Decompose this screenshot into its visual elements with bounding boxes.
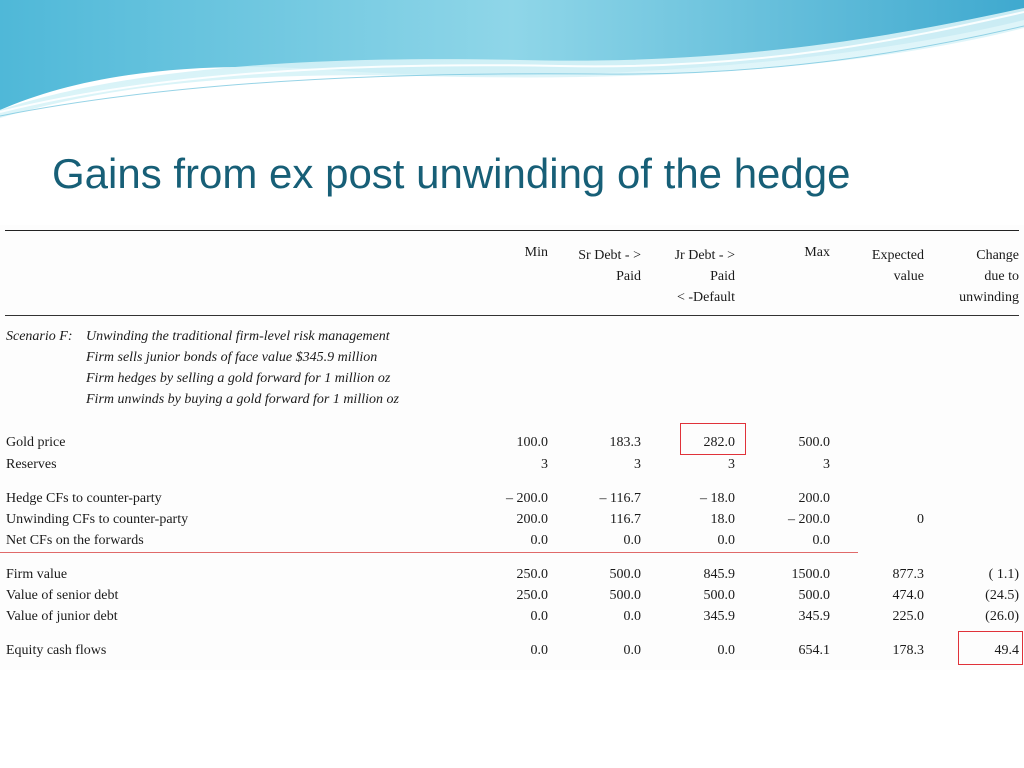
col-header-jr-line: Paid bbox=[710, 269, 735, 284]
cell-jr: 282.0 bbox=[703, 435, 735, 450]
cell-sr: 0.0 bbox=[623, 609, 641, 624]
cell-jr: – 18.0 bbox=[700, 491, 735, 506]
scenario-line: Firm hedges by selling a gold forward for 1 million oz bbox=[86, 371, 391, 386]
col-header-expected-line: value bbox=[893, 269, 924, 284]
col-header-expected bbox=[872, 245, 924, 287]
cell-min: 3 bbox=[541, 457, 548, 472]
row-label: Firm value bbox=[6, 567, 68, 582]
scenario-line: Unwinding the traditional firm-level risk management bbox=[86, 329, 390, 344]
col-header-sr-line: Sr Debt - > bbox=[578, 248, 641, 263]
row-label: Equity cash flows bbox=[6, 643, 107, 658]
cell-max: 200.0 bbox=[798, 491, 830, 506]
col-header-jr-debt bbox=[675, 245, 735, 308]
cell-max: – 200.0 bbox=[788, 512, 830, 527]
col-header-max-line: Max bbox=[804, 245, 830, 260]
cell-sr: 0.0 bbox=[623, 533, 641, 548]
cell-jr: 345.9 bbox=[703, 609, 735, 624]
cell-max: 3 bbox=[823, 457, 830, 472]
slide-title: Gains from ex post unwinding of the hedge bbox=[52, 150, 851, 197]
cell-sr: – 116.7 bbox=[599, 491, 641, 506]
cell-sr: 183.3 bbox=[609, 435, 641, 450]
cell-sr: 500.0 bbox=[609, 588, 641, 603]
table-top-rule bbox=[5, 230, 1019, 231]
cell-jr: 0.0 bbox=[717, 533, 735, 548]
cell-max: 1500.0 bbox=[791, 567, 830, 582]
col-header-change bbox=[959, 245, 1019, 308]
cell-max: 500.0 bbox=[798, 588, 830, 603]
cell-change: 49.4 bbox=[994, 643, 1019, 658]
scenario-line: Firm unwinds by buying a gold forward for 1 million oz bbox=[86, 392, 399, 407]
col-header-change-line: unwinding bbox=[959, 290, 1019, 305]
cell-min: 100.0 bbox=[516, 435, 548, 450]
cell-expected: 178.3 bbox=[892, 643, 924, 658]
cell-min: 200.0 bbox=[516, 512, 548, 527]
col-header-change-line: due to bbox=[984, 269, 1019, 284]
cell-jr: 3 bbox=[728, 457, 735, 472]
row-label: Value of senior debt bbox=[6, 588, 119, 603]
cell-change: (24.5) bbox=[985, 588, 1019, 603]
cell-min: – 200.0 bbox=[506, 491, 548, 506]
scenario-line: Firm sells junior bonds of face value $345.9 million bbox=[86, 350, 378, 365]
col-header-jr-line: < -Default bbox=[676, 290, 735, 305]
cell-jr: 845.9 bbox=[703, 567, 735, 582]
scenario-label: Scenario F: bbox=[6, 329, 73, 344]
cell-jr: 18.0 bbox=[710, 512, 735, 527]
cell-change: (26.0) bbox=[985, 609, 1019, 624]
highlight-box-equity-change bbox=[958, 631, 1023, 665]
cell-jr: 0.0 bbox=[717, 643, 735, 658]
cell-change: ( 1.1) bbox=[988, 567, 1019, 582]
cell-max: 654.1 bbox=[798, 643, 830, 658]
cell-max: 345.9 bbox=[798, 609, 830, 624]
col-header-jr-line: Jr Debt - > bbox=[674, 248, 735, 263]
col-header-expected-line: Expected bbox=[871, 248, 924, 263]
col-header-min-line: Min bbox=[524, 245, 548, 260]
cell-expected: 474.0 bbox=[892, 588, 924, 603]
results-table bbox=[0, 225, 1024, 670]
row-label: Gold price bbox=[6, 435, 66, 450]
header-wave-decoration bbox=[0, 0, 1024, 120]
row-label: Unwinding CFs to counter-party bbox=[6, 512, 189, 527]
cell-sr: 500.0 bbox=[609, 567, 641, 582]
cell-expected: 877.3 bbox=[892, 567, 924, 582]
cell-expected: 225.0 bbox=[892, 609, 924, 624]
cell-min: 0.0 bbox=[530, 643, 548, 658]
section-divider bbox=[0, 552, 858, 553]
cell-min: 250.0 bbox=[516, 588, 548, 603]
row-label: Hedge CFs to counter-party bbox=[6, 491, 162, 506]
cell-max: 0.0 bbox=[812, 533, 830, 548]
cell-jr: 500.0 bbox=[703, 588, 735, 603]
cell-min: 0.0 bbox=[530, 609, 548, 624]
cell-expected: 0 bbox=[917, 512, 924, 527]
cell-sr: 116.7 bbox=[610, 512, 641, 527]
cell-sr: 0.0 bbox=[623, 643, 641, 658]
cell-sr: 3 bbox=[634, 457, 641, 472]
cell-min: 0.0 bbox=[530, 533, 548, 548]
row-label: Reserves bbox=[6, 457, 57, 472]
cell-max: 500.0 bbox=[798, 435, 830, 450]
row-label: Net CFs on the forwards bbox=[6, 533, 144, 548]
col-header-min bbox=[525, 245, 548, 261]
col-header-change-line: Change bbox=[976, 248, 1019, 263]
col-header-max bbox=[804, 245, 830, 261]
header-bottom-rule bbox=[5, 315, 1019, 316]
col-header-sr-debt bbox=[578, 245, 641, 287]
col-header-sr-line: Paid bbox=[616, 269, 641, 284]
cell-min: 250.0 bbox=[516, 567, 548, 582]
row-label: Value of junior debt bbox=[6, 609, 118, 624]
highlight-box-gold-price bbox=[680, 423, 746, 455]
